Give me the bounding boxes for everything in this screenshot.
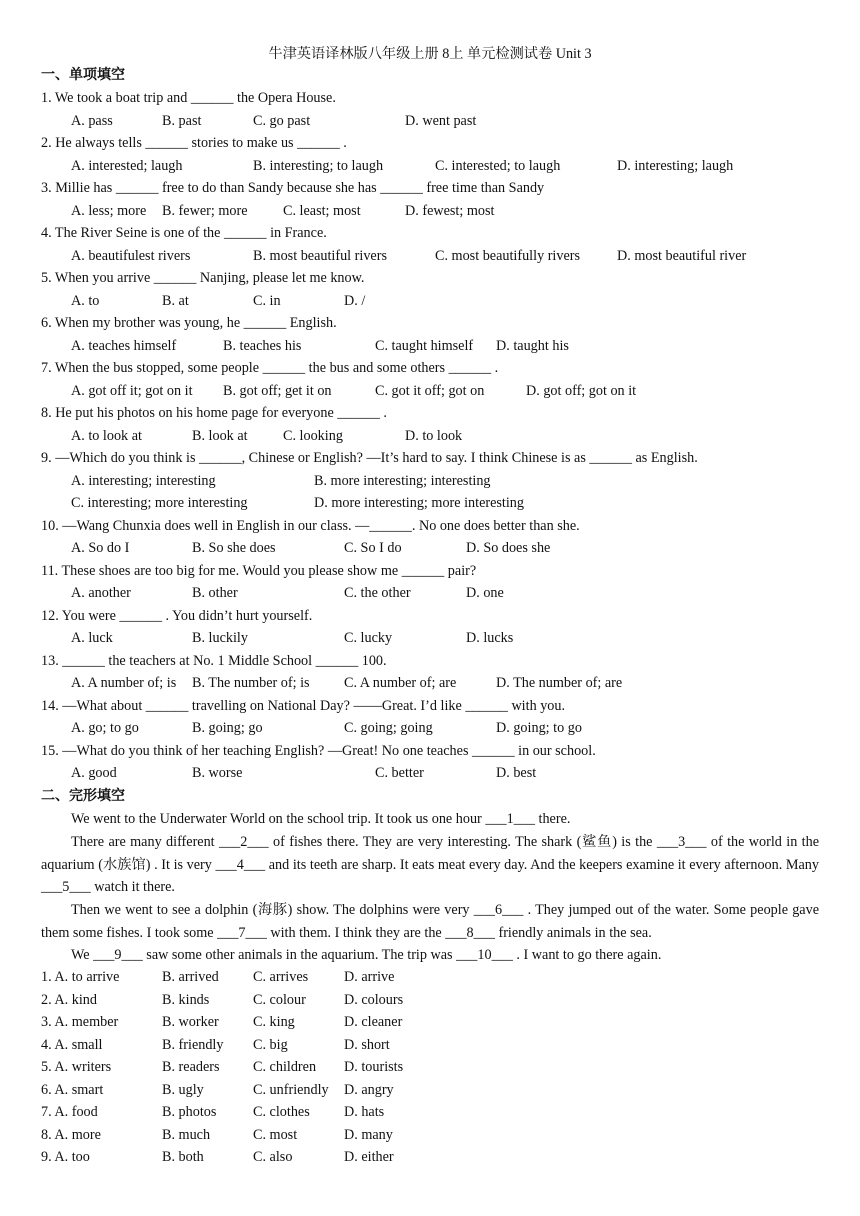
answer-option: A. beautifulest rivers	[71, 247, 191, 264]
cloze-option: B. both	[162, 1149, 204, 1165]
cloze-option: B. kinds	[162, 991, 210, 1008]
answer-option: A. teaches himself	[71, 337, 177, 354]
answer-option: B. interesting; to laugh	[253, 157, 384, 174]
cloze-paragraph: We went to the Underwater World on the school trip. It took us one hour ___1___ there.	[71, 811, 571, 827]
question-stem: 12. You were ______ . You didn’t hurt yourself.	[41, 607, 313, 624]
page-title: 牛津英语译林版八年级上册 8上 单元检测试卷 Unit 3	[268, 46, 592, 62]
question-stem: 4. The River Seine is one of the ______ in France.	[41, 225, 327, 241]
section-heading-single-choice: 一、单项填空	[41, 67, 125, 83]
question-stem: 8. He put his photos on his home page for everyone ______ .	[41, 405, 387, 421]
answer-option: C. interested; to laugh	[435, 157, 561, 174]
answer-option: B. So she does	[192, 540, 276, 556]
answer-option: B. at	[162, 292, 189, 309]
answer-option: C. go past	[253, 112, 311, 129]
cloze-option: B. arrived	[162, 969, 219, 985]
cloze-option: C. unfriendly	[253, 1081, 329, 1098]
answer-option: D. one	[466, 585, 504, 601]
question-stem: 5. When you arrive ______ Nanjing, please let me know.	[41, 270, 365, 286]
answer-option: B. fewer; more	[162, 202, 248, 219]
cloze-option: 1. A. to arrive	[41, 969, 120, 985]
answer-option: D. got off; got on it	[526, 382, 637, 399]
cloze-option: C. king	[253, 1014, 295, 1030]
cloze-option: D. many	[344, 1126, 393, 1143]
cloze-paragraph: There are many different ___2___ of fishes there. They are very interesting. The shark (鲨鱼) is the ___3___ of the world in the aquarium (水族馆) . It is very ___4___ and its teeth are sharp. It eats meat every day. And the keepers examine it every afternoon. Many ___5___ watch it there.	[41, 834, 819, 896]
cloze-option: 2. A. kind	[41, 991, 97, 1008]
answer-option: D. best	[496, 765, 537, 781]
answer-option: C. the other	[344, 585, 411, 601]
answer-option: C. going; going	[344, 720, 433, 736]
cloze-option: 6. A. smart	[41, 1081, 104, 1098]
cloze-option: C. big	[253, 1036, 288, 1053]
answer-option: D. most beautiful river	[617, 247, 747, 264]
answer-option: C. taught himself	[375, 337, 474, 354]
cloze-option: D. hats	[344, 1104, 385, 1120]
answer-option: D. /	[344, 292, 366, 309]
answer-option: B. look at	[192, 427, 248, 444]
answer-option: A. interesting; interesting	[71, 472, 216, 489]
answer-option: B. going; go	[192, 720, 263, 736]
answer-option: A. So do I	[71, 540, 130, 556]
answer-option: A. to look at	[71, 427, 142, 444]
answer-option: D. going; to go	[496, 720, 582, 736]
question-stem: 10. —Wang Chunxia does well in English in our class. —______. No one does better than she.	[41, 517, 580, 534]
cloze-option: C. most	[253, 1126, 298, 1143]
question-stem: 2. He always tells ______ stories to make us ______ .	[41, 135, 347, 151]
answer-option: A. go; to go	[71, 720, 139, 736]
answer-option: B. worse	[192, 765, 243, 781]
answer-option: C. most beautifully rivers	[435, 247, 581, 264]
answer-option: A. luck	[71, 630, 113, 646]
question-stem: 7. When the bus stopped, some people ______ the bus and some others ______ .	[41, 360, 499, 376]
cloze-option: B. photos	[162, 1104, 217, 1120]
answer-option: B. other	[192, 585, 238, 601]
question-stem: 13. ______ the teachers at No. 1 Middle School ______ 100.	[41, 652, 387, 669]
answer-option: C. better	[375, 765, 424, 781]
answer-option: D. interesting; laugh	[617, 157, 734, 174]
answer-option: C. So I do	[344, 540, 402, 556]
cloze-option: D. arrive	[344, 969, 395, 985]
answer-option: C. got it off; got on	[375, 382, 485, 399]
answer-option: B. past	[162, 112, 202, 129]
question-stem: 14. —What about ______ travelling on National Day? ——Great. I’d like ______ with you.	[41, 697, 566, 714]
answer-option: B. luckily	[192, 630, 248, 646]
cloze-option: C. colour	[253, 991, 306, 1008]
cloze-option: D. cleaner	[344, 1014, 403, 1030]
cloze-option: C. children	[253, 1059, 317, 1075]
cloze-option: D. tourists	[344, 1059, 404, 1075]
answer-option: A. got off it; got on it	[71, 382, 193, 399]
question-stem: 15. —What do you think of her teaching English? —Great! No one teaches ______ in our school.	[41, 742, 596, 759]
answer-option: B. teaches his	[223, 337, 302, 354]
cloze-option: D. angry	[344, 1081, 394, 1098]
answer-option: A. pass	[71, 112, 113, 129]
cloze-option: D. colours	[344, 991, 404, 1008]
cloze-paragraph: We ___9___ saw some other animals in the aquarium. The trip was ___10___ . I want to go there again.	[71, 947, 662, 963]
cloze-option: C. arrives	[253, 969, 309, 985]
answer-option: B. more interesting; interesting	[314, 472, 491, 489]
answer-option: C. in	[253, 292, 281, 309]
answer-option: D. The number of; are	[496, 675, 623, 691]
answer-option: C. looking	[283, 427, 343, 444]
question-stem: 9. —Which do you think is ______, Chinese or English? —It’s hard to say. I think Chinese is as ______ as English.	[41, 450, 698, 466]
cloze-option: D. either	[344, 1149, 394, 1165]
cloze-option: B. much	[162, 1126, 211, 1143]
cloze-option: 8. A. more	[41, 1126, 101, 1143]
cloze-option: C. also	[253, 1149, 293, 1165]
answer-option: B. The number of; is	[192, 675, 310, 691]
cloze-option: C. clothes	[253, 1104, 310, 1120]
answer-option: D. lucks	[466, 630, 514, 646]
cloze-option: 9. A. too	[41, 1149, 90, 1165]
question-stem: 1. We took a boat trip and ______ the Opera House.	[41, 90, 336, 106]
question-stem: 11. These shoes are too big for me. Would you please show me ______ pair?	[41, 562, 477, 579]
answer-option: B. most beautiful rivers	[253, 247, 387, 264]
answer-option: A. good	[71, 765, 117, 781]
cloze-option: 4. A. small	[41, 1036, 103, 1053]
answer-option: C. lucky	[344, 630, 393, 646]
cloze-option: B. ugly	[162, 1081, 204, 1098]
answer-option: A. interested; laugh	[71, 157, 183, 174]
cloze-option: B. worker	[162, 1014, 219, 1030]
question-stem: 3. Millie has ______ free to do than Sandy because she has ______ free time than Sandy	[41, 180, 545, 196]
answer-option: D. So does she	[466, 540, 551, 556]
answer-option: D. fewest; most	[405, 202, 495, 219]
answer-option: D. more interesting; more interesting	[314, 495, 524, 511]
answer-option: C. interesting; more interesting	[71, 495, 248, 511]
answer-option: D. went past	[405, 112, 477, 129]
answer-option: D. taught his	[496, 337, 569, 354]
section-heading-cloze: 二、完形填空	[41, 788, 125, 804]
cloze-option: B. readers	[162, 1059, 220, 1075]
cloze-option: 5. A. writers	[41, 1059, 112, 1075]
cloze-option: 3. A. member	[41, 1014, 119, 1030]
answer-option: A. to	[71, 292, 100, 309]
cloze-option: B. friendly	[162, 1036, 224, 1053]
cloze-option: 7. A. food	[41, 1104, 98, 1120]
answer-option: A. another	[71, 585, 131, 601]
answer-option: C. A number of; are	[344, 675, 457, 691]
answer-option: D. to look	[405, 427, 463, 444]
answer-option: C. least; most	[283, 202, 361, 219]
question-stem: 6. When my brother was young, he ______ English.	[41, 315, 337, 331]
cloze-option: D. short	[344, 1036, 390, 1053]
answer-option: A. A number of; is	[71, 675, 177, 691]
cloze-paragraph: Then we went to see a dolphin (海豚) show. The dolphins were very ___6___ . They jumped out of the water. Some people gave them some fishes. I took some ___7___ with them. I think they are the ___8___ friendly animals in the sea.	[41, 902, 819, 941]
answer-option: B. got off; get it on	[223, 382, 332, 399]
answer-option: A. less; more	[71, 202, 147, 219]
